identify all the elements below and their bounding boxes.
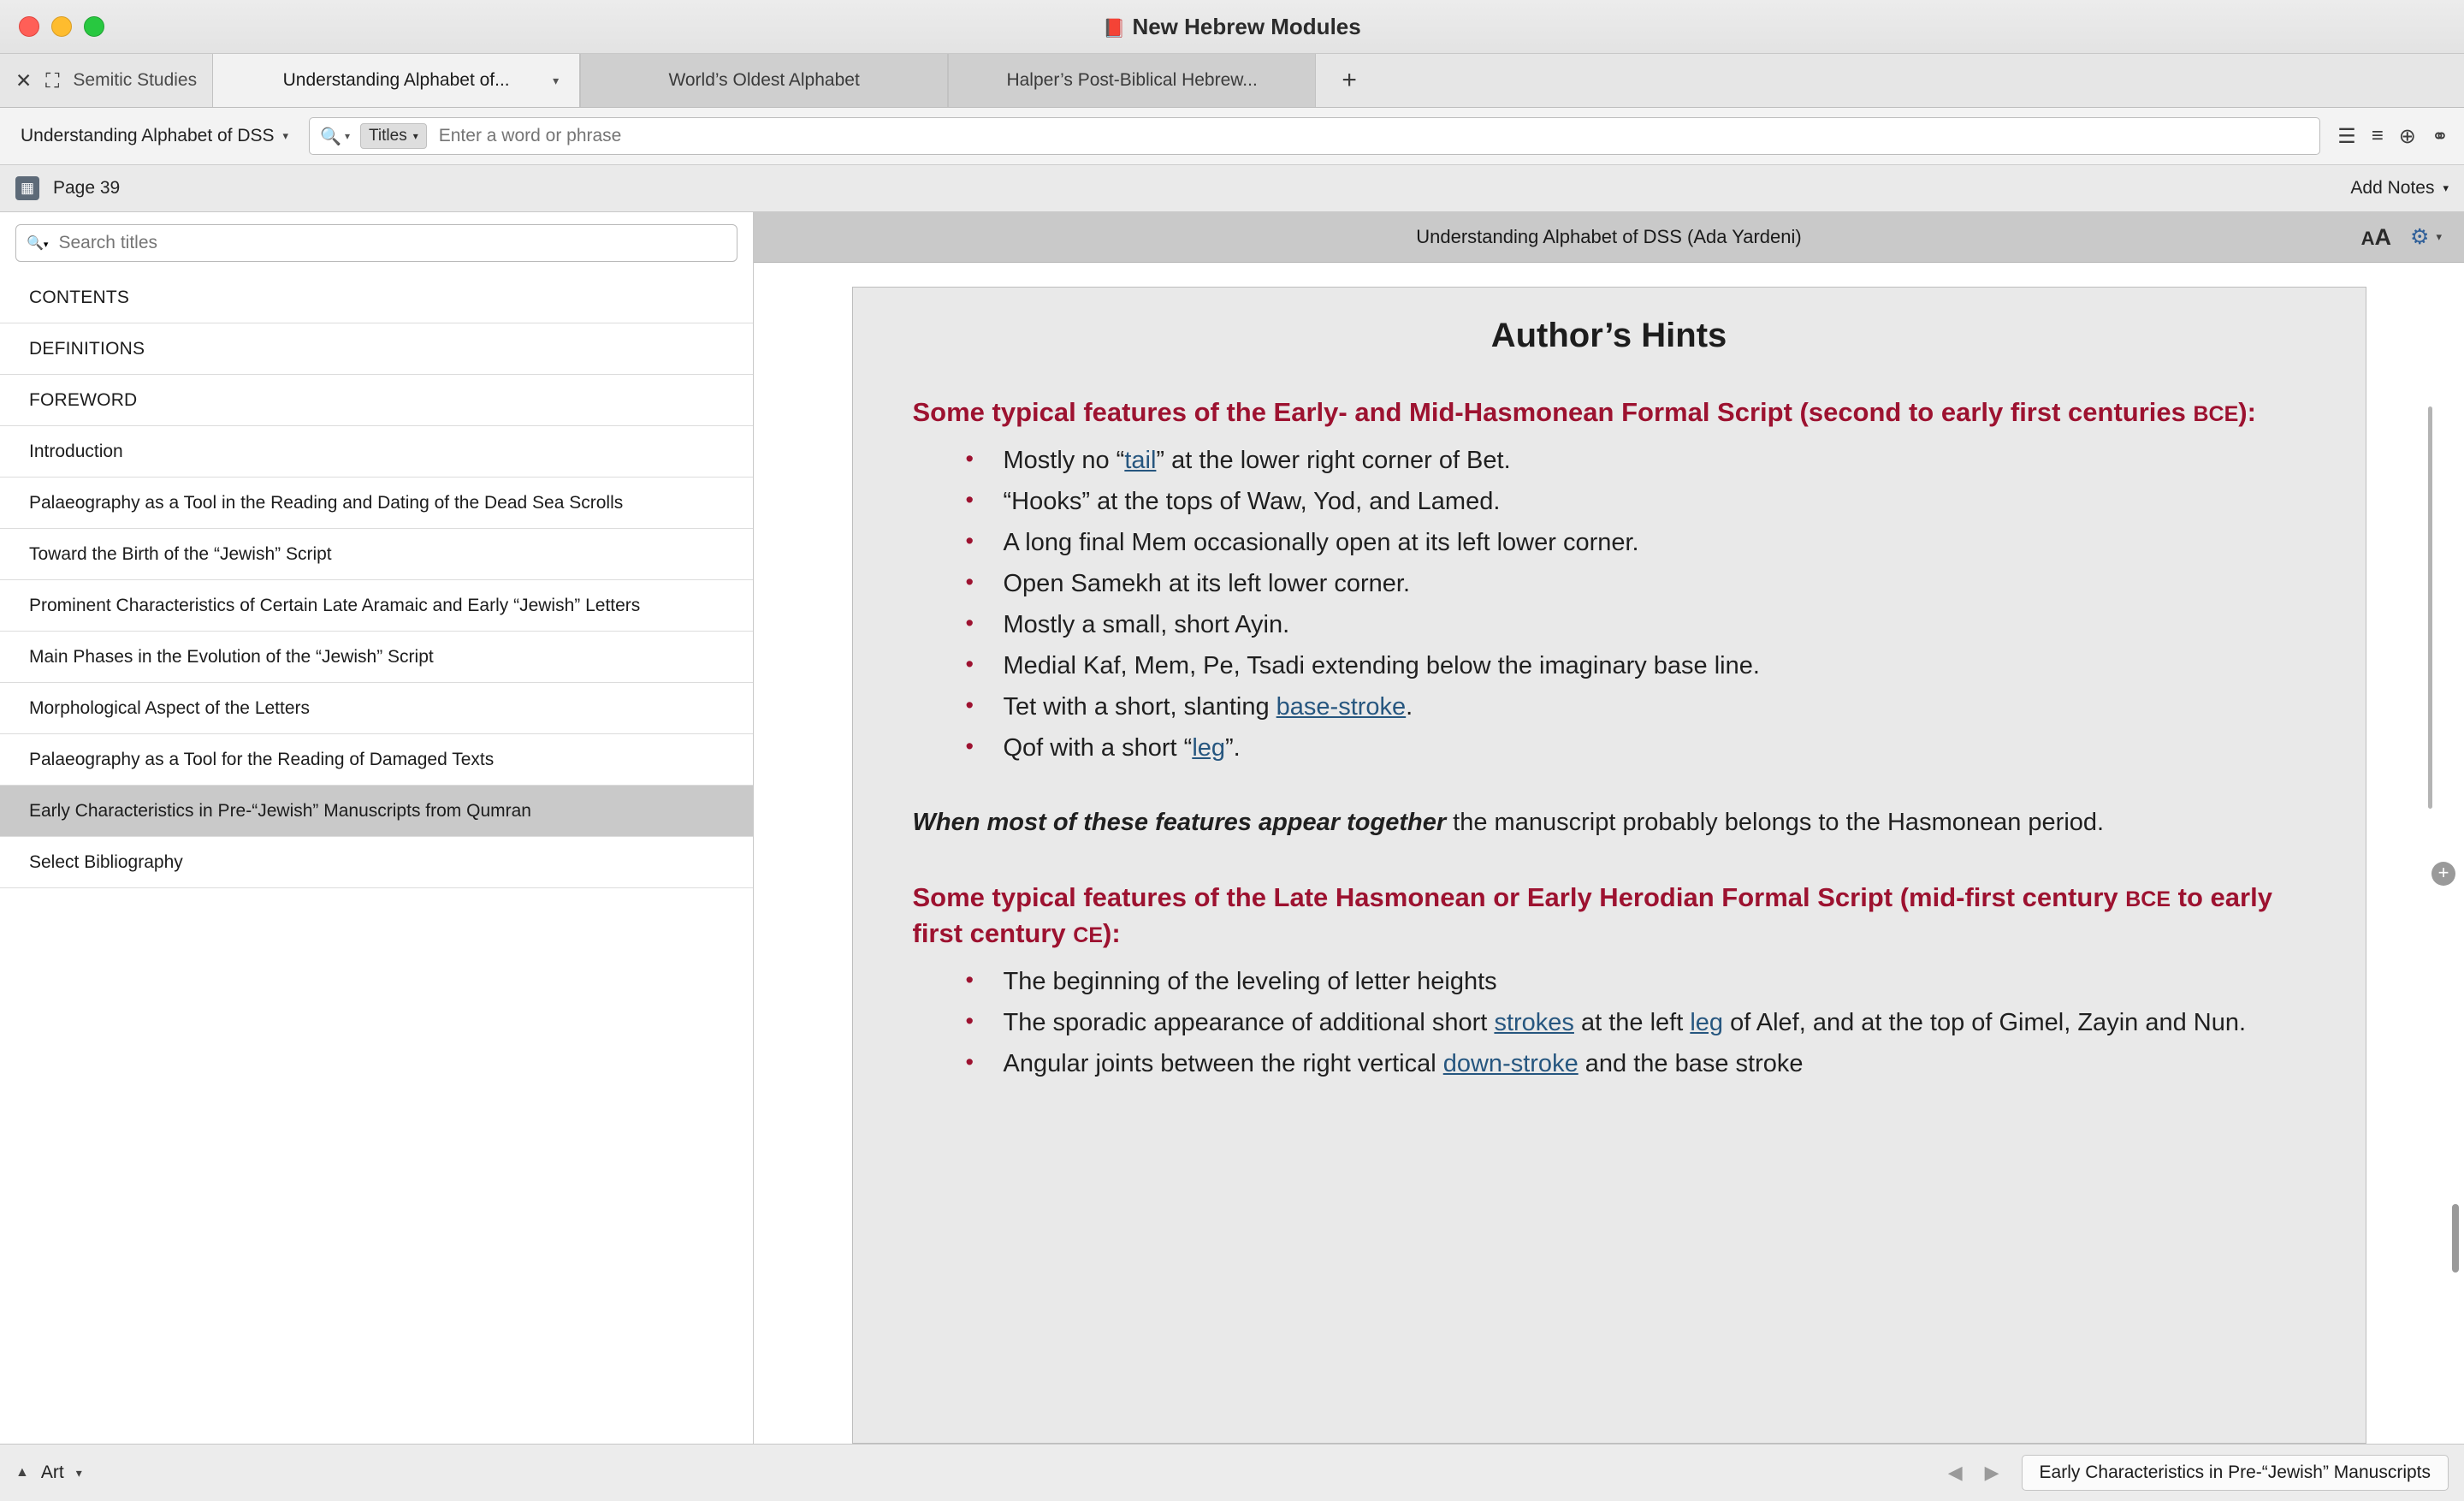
sidebar	[0, 212, 754, 1444]
glossary-link-leg[interactable]: leg	[1192, 734, 1226, 762]
section-heading-late-hasmonean-herodian	[913, 880, 2306, 953]
section-heading-tail: ):	[1103, 918, 1121, 949]
sidebar-item-label: DEFINITIONS	[29, 338, 145, 359]
chevron-down-icon: ▾	[2443, 181, 2449, 194]
glossary-link-tail[interactable]: tail	[1124, 446, 1157, 474]
minimize-window-button[interactable]	[51, 16, 72, 37]
module-selector-label: Understanding Alphabet of DSS	[21, 126, 275, 145]
sidebar-item-early-characteristics-qumran[interactable]	[0, 786, 753, 837]
reader-header-actions	[2361, 224, 2464, 251]
sidebar-item-label: FOREWORD	[29, 389, 138, 410]
sidebar-item-prominent-characteristics[interactable]	[0, 580, 753, 632]
page-number-label: Page 39	[53, 178, 121, 198]
next-page-button[interactable]: ▶	[1984, 1462, 1999, 1483]
chevron-down-icon: ▾	[282, 129, 289, 142]
sidebar-item-introduction[interactable]	[0, 426, 753, 478]
bullet-text: Angular joints between the right vertical	[1003, 1050, 1443, 1078]
section-heading-smallcaps: BCE	[2193, 402, 2239, 426]
chevron-down-icon[interactable]: ▾	[75, 1465, 82, 1480]
sidebar-item-label: Morphological Aspect of the Letters	[29, 697, 311, 718]
glossary-link-leg-2[interactable]: leg	[1690, 1009, 1724, 1037]
section-heading-smallcaps-ce: CE	[1073, 923, 1104, 948]
list-item	[913, 1043, 2306, 1084]
list-item	[913, 440, 2306, 481]
sidebar-item-label: Prominent Characteristics of Certain Late Aramaic and Early “Jewish” Letters	[29, 595, 641, 615]
page-title: Author’s Hints	[1490, 317, 1727, 354]
grid-icon[interactable]: ▦	[15, 176, 39, 200]
main-body	[0, 212, 2464, 1444]
bullet-text-tail: .	[1406, 693, 1413, 721]
book-icon: 📕	[1103, 18, 1126, 39]
paragraph-icon[interactable]: ≡	[2371, 124, 2384, 147]
paragraph-rest: the manuscript probably belongs to the Hasmonean period.	[1446, 809, 2105, 837]
search-input[interactable]	[437, 125, 2310, 147]
close-icon[interactable]: ✕	[15, 68, 33, 92]
section-heading-smallcaps-bce: BCE	[2125, 887, 2171, 911]
sidebar-item-foreword[interactable]	[0, 375, 753, 426]
section-heading-early-mid-hasmonean	[913, 395, 2306, 431]
bullet-text-mid: at the left	[1573, 1009, 1691, 1037]
window-title	[0, 14, 2464, 40]
title-bar	[0, 0, 2464, 54]
vertical-scrollbar-thumb[interactable]	[2452, 1204, 2459, 1273]
sidebar-item-toward-birth-jewish-script[interactable]	[0, 529, 753, 580]
sidebar-item-label: Early Characteristics in Pre-“Jewish” Manuscripts from Qumran	[29, 800, 531, 821]
list-item	[913, 604, 2306, 645]
sidebar-item-label: Palaeography as a Tool in the Reading and Dating of the Dead Sea Scrolls	[29, 492, 624, 513]
search-bar-actions	[2332, 124, 2449, 149]
reader-header	[754, 212, 2464, 263]
status-left-label: Art	[40, 1462, 64, 1482]
section-heading-text: Some typical features of the Early- and Mid-Hasmonean Formal Script (second to early first centuries	[912, 397, 2194, 427]
bullet-text: Open Samekh at its left lower corner.	[1003, 569, 1410, 597]
glossary-link-base-stroke[interactable]: base-stroke	[1276, 693, 1407, 721]
plus-icon: +	[1342, 66, 1357, 94]
bullet-text-tail: and the base stroke	[1578, 1050, 1804, 1078]
list-item	[913, 522, 2306, 563]
previous-page-button[interactable]: ◀	[1947, 1462, 1963, 1483]
search-icon[interactable]: 🔍 ▾	[320, 127, 351, 146]
summary-paragraph	[913, 804, 2306, 842]
sidebar-item-label: Toward the Birth of the “Jewish” Script	[29, 543, 332, 564]
hints-list-2	[913, 961, 2306, 1084]
list-item	[913, 1002, 2306, 1043]
search-titles-input[interactable]	[56, 232, 726, 254]
list-lines-icon[interactable]: ☰	[2337, 124, 2356, 148]
sidebar-item-definitions[interactable]	[0, 323, 753, 375]
sidebar-item-select-bibliography[interactable]	[0, 837, 753, 888]
list-item	[913, 961, 2306, 1002]
tab-bar	[0, 54, 2464, 108]
sidebar-item-label: Palaeography as a Tool for the Reading of Damaged Texts	[29, 749, 495, 769]
hints-list-1	[913, 440, 2306, 768]
search-icon: 🔍▾	[27, 236, 49, 251]
status-right	[1948, 1455, 2449, 1491]
sidebar-search-box[interactable]	[15, 224, 737, 262]
add-notes-button[interactable]	[2350, 178, 2449, 199]
list-item	[913, 481, 2306, 522]
plus-circle-icon[interactable]: ⊕	[2398, 124, 2416, 148]
bullet-text: Mostly no “	[1003, 446, 1125, 474]
maximize-window-button[interactable]	[84, 16, 104, 37]
chevron-down-icon[interactable]: ▾	[553, 73, 560, 87]
glossary-link-strokes[interactable]: strokes	[1494, 1009, 1574, 1037]
tab-worlds-oldest-alphabet[interactable]	[580, 54, 948, 107]
sidebar-item-contents[interactable]	[0, 272, 753, 323]
bullet-text: Mostly a small, short Ayin.	[1003, 610, 1290, 638]
bullet-text: The beginning of the leveling of letter heights	[1003, 968, 1497, 996]
sidebar-item-main-phases-evolution[interactable]	[0, 632, 753, 683]
tab-halpers-post-biblical-hebrew[interactable]	[948, 54, 1316, 107]
section-block-2	[913, 880, 2306, 1085]
bullet-text: Tet with a short, slanting	[1003, 693, 1276, 721]
sidebar-item-label: CONTENTS	[29, 287, 130, 307]
tab-label: World’s Oldest Alphabet	[668, 70, 860, 90]
bullet-text: A long final Mem occasionally open at its left lower corner.	[1003, 528, 1639, 556]
sidebar-item-label: Select Bibliography	[29, 851, 183, 872]
sidebar-item-label: Main Phases in the Evolution of the “Jewish” Script	[29, 646, 434, 667]
search-field[interactable]	[309, 117, 2320, 155]
sidebar-item-palaeography-damaged-texts[interactable]	[0, 734, 753, 786]
tab-bar-left	[0, 54, 212, 107]
paragraph-emphasis: When most of these features appear together	[912, 809, 1447, 837]
tab-label: Understanding Alphabet of...	[282, 70, 510, 90]
list-item	[913, 686, 2306, 727]
document-page	[852, 287, 2366, 1444]
sidebar-search-container	[0, 212, 753, 272]
sidebar-item-morphological-aspect[interactable]	[0, 683, 753, 734]
bullet-text: Qof with a short “	[1003, 734, 1193, 762]
search-scope-label: Titles	[369, 127, 407, 145]
bullet-text-tail: ” at the lower right corner of Bet.	[1156, 446, 1511, 474]
page-scroll-indicator	[2428, 406, 2432, 809]
bullet-text: Medial Kaf, Mem, Pe, Tsadi extending below the imaginary base line.	[1003, 652, 1760, 679]
search-bar	[0, 108, 2464, 165]
add-notes-label: Add Notes	[2350, 178, 2435, 198]
section-heading-mid: to early first century	[912, 881, 2272, 949]
list-item	[913, 727, 2306, 768]
new-tab-button[interactable]	[1316, 54, 1383, 107]
status-left[interactable]	[15, 1462, 82, 1483]
reader-pane	[754, 212, 2464, 1444]
branch-icon[interactable]: ⚭	[2431, 124, 2449, 148]
bullet-text: “Hooks” at the tops of Waw, Yod, and Lamed.	[1003, 487, 1501, 515]
bullet-text: The sporadic appearance of additional short	[1003, 1009, 1495, 1037]
bullet-text-tail: ”.	[1225, 734, 1241, 762]
tab-label: Halper’s Post-Biblical Hebrew...	[1006, 70, 1258, 90]
section-heading-tail: ):	[2238, 397, 2256, 427]
reader-title: Understanding Alphabet of DSS (Ada Yardeni)	[1416, 226, 1802, 247]
current-location-label[interactable]: Early Characteristics in Pre-“Jewish” Manuscripts	[2022, 1455, 2449, 1491]
expand-icon[interactable]: ⛶	[45, 68, 60, 92]
window-controls[interactable]	[0, 16, 104, 37]
triangle-up-icon[interactable]: ▲	[15, 1465, 29, 1480]
chevron-down-icon[interactable]: ▾	[2436, 230, 2442, 243]
glossary-link-down-stroke[interactable]: down-stroke	[1442, 1050, 1578, 1078]
sidebar-item-palaeography-tool-reading-dating[interactable]	[0, 478, 753, 529]
font-size-icon[interactable]: AA	[2360, 223, 2392, 250]
bullet-text-tail: of Alef, and at the top of Gimel, Zayin and Nun.	[1723, 1009, 2247, 1037]
plus-circle-icon[interactable]: +	[2431, 862, 2455, 886]
sidebar-item-label: Introduction	[29, 441, 123, 461]
table-of-contents	[0, 272, 753, 1444]
library-label[interactable]: Semitic Studies	[73, 70, 198, 90]
list-item	[913, 645, 2306, 686]
module-selector[interactable]	[15, 121, 297, 151]
list-item	[913, 563, 2306, 604]
reader-body	[754, 263, 2464, 1444]
close-window-button[interactable]	[19, 16, 39, 37]
tab-list	[212, 54, 1316, 107]
gear-icon[interactable]: ⚙	[2410, 225, 2430, 249]
status-bar	[0, 1444, 2464, 1501]
chevron-down-icon: ▾	[412, 130, 418, 142]
search-scope-selector[interactable]	[360, 123, 427, 149]
window-title-text: New Hebrew Modules	[1132, 13, 1361, 39]
reader-right-rail	[2416, 263, 2464, 1444]
page-bar	[0, 165, 2464, 212]
tab-understanding-alphabet[interactable]	[212, 54, 580, 107]
section-heading-text: Some typical features of the Late Hasmonean or Early Herodian Formal Script (mid-first century	[912, 881, 2126, 912]
